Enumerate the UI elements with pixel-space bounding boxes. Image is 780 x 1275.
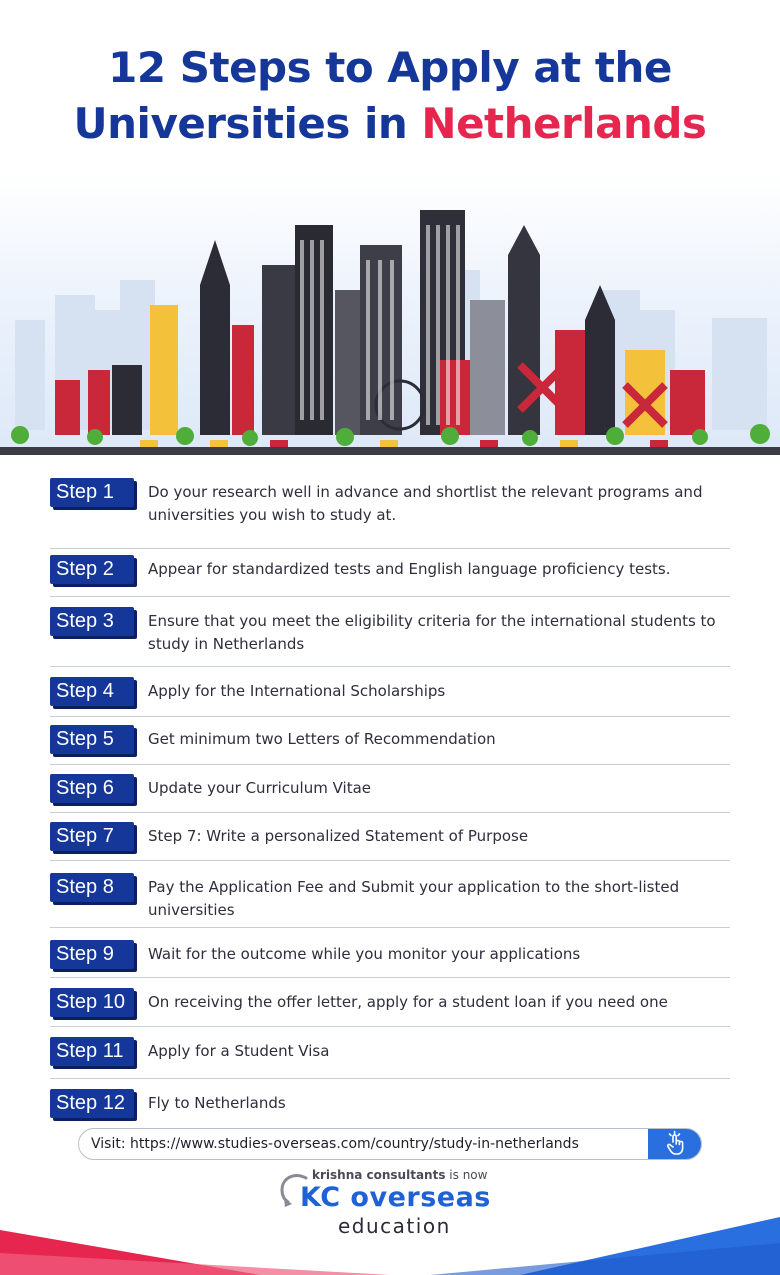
step-row-4 bbox=[50, 667, 730, 717]
step-badge: Step 12 bbox=[50, 1089, 134, 1118]
step-badge: Step 1 bbox=[50, 478, 134, 507]
steps-list bbox=[50, 478, 730, 1127]
title-prefix: Universities in bbox=[73, 99, 422, 148]
step-text: Step 7: Write a personalized Statement of Purpose bbox=[148, 827, 529, 845]
step-row-10 bbox=[50, 978, 730, 1027]
step-row-8 bbox=[50, 861, 730, 928]
step-row-2 bbox=[50, 549, 730, 597]
step-row-3 bbox=[50, 597, 730, 667]
hero-banner bbox=[0, 0, 780, 455]
step-text: Wait for the outcome while you monitor your applications bbox=[148, 945, 581, 963]
step-row-5 bbox=[50, 717, 730, 765]
step-text: Fly to Netherlands bbox=[148, 1094, 286, 1112]
netherlands-skyline-illustration bbox=[0, 200, 780, 455]
step-row-9 bbox=[50, 928, 730, 978]
title-line-1: 12 Steps to Apply at the bbox=[108, 43, 672, 92]
step-row-11 bbox=[50, 1027, 730, 1079]
step-badge: Step 7 bbox=[50, 822, 134, 851]
logo-subtitle: education bbox=[338, 1214, 451, 1238]
logo-is-now: is now bbox=[445, 1168, 488, 1182]
step-badge: Step 10 bbox=[50, 988, 134, 1017]
step-badge: Step 6 bbox=[50, 774, 134, 803]
step-badge: Step 2 bbox=[50, 555, 134, 584]
step-text: Update your Curriculum Vitae bbox=[148, 779, 372, 797]
step-badge: Step 4 bbox=[50, 677, 134, 706]
step-badge: Step 11 bbox=[50, 1037, 134, 1066]
step-text: Apply for the International Scholarships bbox=[148, 682, 446, 700]
step-text: Ensure that you meet the eligibility criteria for the international students to study in Netherlands bbox=[148, 612, 716, 653]
visit-link-button[interactable] bbox=[648, 1128, 702, 1160]
footer-decoration bbox=[0, 1215, 780, 1275]
step-badge: Step 9 bbox=[50, 940, 134, 969]
visit-link-bar[interactable] bbox=[78, 1128, 702, 1160]
step-text: Get minimum two Letters of Recommendation bbox=[148, 730, 496, 748]
step-row-12 bbox=[50, 1079, 730, 1127]
step-row-7 bbox=[50, 813, 730, 861]
step-text: On receiving the offer letter, apply for a student loan if you need one bbox=[148, 993, 668, 1011]
step-row-6 bbox=[50, 765, 730, 813]
title-line-2 bbox=[0, 96, 780, 152]
pointer-hand-icon bbox=[648, 1128, 702, 1160]
step-text: Appear for standardized tests and English language proficiency tests. bbox=[148, 560, 671, 578]
step-badge: Step 5 bbox=[50, 725, 134, 754]
step-text: Do your research well in advance and shortlist the relevant programs and universities you wish to study at. bbox=[148, 483, 703, 524]
logo-tagline bbox=[312, 1168, 487, 1182]
step-text: Pay the Application Fee and Submit your application to the short-listed universities bbox=[148, 878, 680, 919]
title-accent: Netherlands bbox=[421, 99, 707, 148]
step-badge: Step 8 bbox=[50, 873, 134, 902]
page-title bbox=[0, 40, 780, 152]
logo-brand: KC overseas bbox=[300, 1182, 491, 1213]
step-badge: Step 3 bbox=[50, 607, 134, 636]
logo-old-name: krishna consultants bbox=[312, 1168, 446, 1182]
step-row-1 bbox=[50, 478, 730, 549]
visit-link-text[interactable]: Visit: https://www.studies-overseas.com/country/study-in-netherlands bbox=[91, 1136, 579, 1152]
step-text: Apply for a Student Visa bbox=[148, 1042, 330, 1060]
